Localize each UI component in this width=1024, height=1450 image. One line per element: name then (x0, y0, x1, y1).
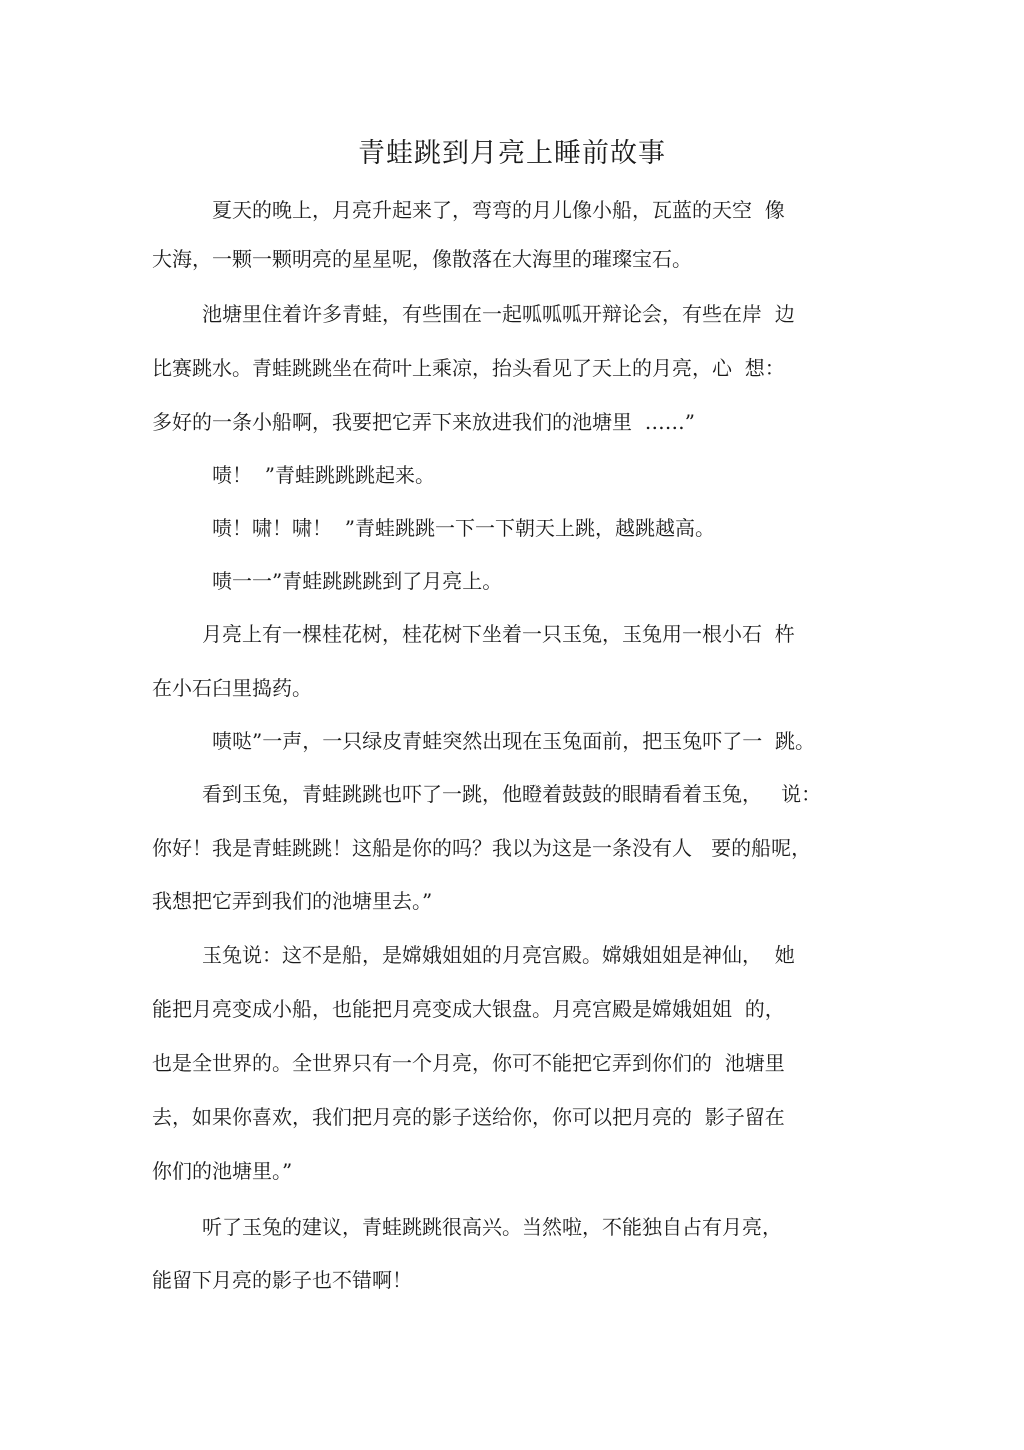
text-line: 啧！ ”青蛙跳跳跳起来。 (212, 463, 435, 487)
text-line: 你们的池塘里。” (152, 1159, 293, 1183)
text-line: 月亮上有一棵桂花树，桂花树下坐着一只玉兔，玉兔用一根小石 杵 (202, 622, 795, 646)
text-line: 在小石臼里捣药。 (152, 676, 312, 700)
text-line: 能把月亮变成小船，也能把月亮变成大银盘。月亮宫殿是嫦娥姐姐 的， (152, 997, 785, 1021)
text-line: 啧！啸！啸！ ”青蛙跳跳一下一下朝天上跳，越跳越高。 (212, 516, 715, 540)
text-line: 听了玉兔的建议，青蛙跳跳很高兴。当然啦，不能独自占有月亮， (202, 1215, 782, 1239)
text-line: 也是全世界的。全世界只有一个月亮，你可不能把它弄到你们的 池塘里 (152, 1051, 785, 1075)
text-line: 看到玉兔，青蛙跳跳也吓了一跳，他瞪着鼓鼓的眼睛看着玉兔， 说： (202, 782, 822, 806)
text-line: 我想把它弄到我们的池塘里去。” (152, 889, 433, 913)
text-line: 去，如果你喜欢，我们把月亮的影子送给你，你可以把月亮的 影子留在 (152, 1105, 785, 1129)
text-line: 啧一一”青蛙跳跳跳到了月亮上。 (212, 569, 503, 593)
text-line: 你好！我是青蛙跳跳！这船是你的吗？我以为这是一条没有人 要的船呢， (152, 836, 812, 860)
text-line: 大海，一颗一颗明亮的星星呢，像散落在大海里的璀璨宝石。 (152, 247, 692, 271)
document-title: 青蛙跳到月亮上睡前故事 (358, 138, 666, 169)
text-line: 能留下月亮的影子也不错啊！ (152, 1268, 412, 1292)
text-line: 多好的一条小船啊，我要把它弄下来放进我们的池塘里 ……” (152, 410, 695, 434)
text-line: 池塘里住着许多青蛙，有些围在一起呱呱呱开辩论会，有些在岸 边 (202, 302, 795, 326)
text-line: 比赛跳水。青蛙跳跳坐在荷叶上乘凉，抬头看见了天上的月亮，心 想： (152, 356, 785, 380)
text-line: 夏天的晚上，月亮升起来了，弯弯的月儿像小船，瓦蓝的天空 像 (212, 198, 785, 222)
text-line: 啧哒”一声，一只绿皮青蛙突然出现在玉兔面前，把玉兔吓了一 跳。 (212, 729, 815, 753)
text-line: 玉兔说：这不是船，是嫦娥姐姐的月亮宫殿。嫦娥姐姐是神仙， 她 (202, 943, 795, 967)
